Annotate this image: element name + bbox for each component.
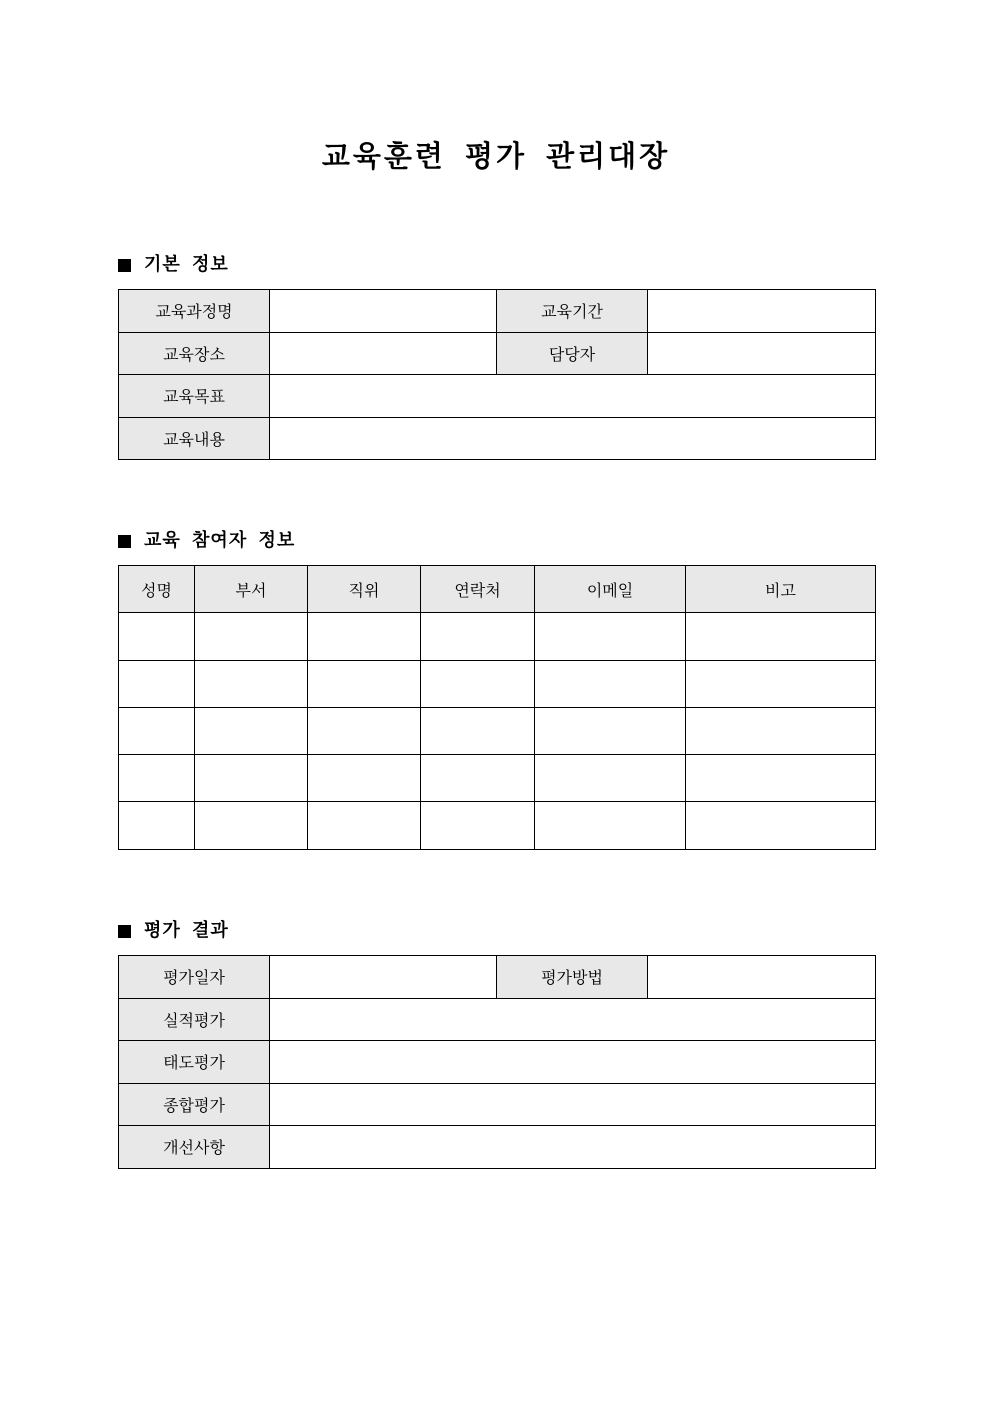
participant-cell[interactable] bbox=[119, 755, 195, 802]
label-course-goal: 교육목표 bbox=[119, 375, 270, 418]
table-row bbox=[119, 956, 876, 999]
participant-cell[interactable] bbox=[686, 613, 876, 660]
course-location-field[interactable] bbox=[270, 332, 497, 375]
participant-cell[interactable] bbox=[535, 802, 686, 849]
participant-cell[interactable] bbox=[421, 802, 535, 849]
participant-cell[interactable] bbox=[119, 802, 195, 849]
column-header-email: 이메일 bbox=[535, 566, 686, 613]
label-overall-evaluation: 종합평가 bbox=[119, 1083, 270, 1126]
label-course-period: 교육기간 bbox=[497, 290, 648, 333]
table-row bbox=[119, 660, 876, 707]
label-evaluation-method: 평가방법 bbox=[497, 956, 648, 999]
section-heading-basic bbox=[118, 253, 229, 277]
participant-cell[interactable] bbox=[195, 707, 308, 754]
table-row bbox=[119, 1083, 876, 1126]
participant-cell[interactable] bbox=[535, 755, 686, 802]
table-row bbox=[119, 755, 876, 802]
table-row bbox=[119, 417, 876, 460]
column-header-name: 성명 bbox=[119, 566, 195, 613]
label-course-content: 교육내용 bbox=[119, 417, 270, 460]
column-header-position: 직위 bbox=[308, 566, 421, 613]
section-heading-result bbox=[118, 919, 229, 943]
participants-table bbox=[118, 565, 876, 850]
table-row bbox=[119, 707, 876, 754]
participant-cell[interactable] bbox=[195, 660, 308, 707]
participant-cell[interactable] bbox=[686, 755, 876, 802]
column-header-contact: 연락처 bbox=[421, 566, 535, 613]
participant-cell[interactable] bbox=[535, 613, 686, 660]
participant-cell[interactable] bbox=[308, 802, 421, 849]
participant-cell[interactable] bbox=[686, 802, 876, 849]
label-attitude-evaluation: 태도평가 bbox=[119, 1041, 270, 1084]
table-row bbox=[119, 290, 876, 333]
evaluation-date-field[interactable] bbox=[270, 956, 497, 999]
square-bullet-icon bbox=[118, 259, 131, 272]
table-row bbox=[119, 375, 876, 418]
document-title: 교육훈련 평가 관리대장 bbox=[321, 139, 671, 173]
table-row bbox=[119, 1041, 876, 1084]
basic-info-table bbox=[118, 289, 876, 460]
participant-cell[interactable] bbox=[308, 755, 421, 802]
participant-cell[interactable] bbox=[308, 660, 421, 707]
participant-cell[interactable] bbox=[535, 660, 686, 707]
participant-cell[interactable] bbox=[421, 660, 535, 707]
overall-evaluation-field[interactable] bbox=[270, 1083, 876, 1126]
participant-cell[interactable] bbox=[686, 660, 876, 707]
table-row bbox=[119, 1126, 876, 1169]
table-row bbox=[119, 332, 876, 375]
course-period-field[interactable] bbox=[648, 290, 876, 333]
course-content-field[interactable] bbox=[270, 417, 876, 460]
participant-cell[interactable] bbox=[195, 613, 308, 660]
table-row bbox=[119, 802, 876, 849]
participant-cell[interactable] bbox=[421, 755, 535, 802]
participant-cell[interactable] bbox=[421, 613, 535, 660]
section-heading-result-text: 평가 결과 bbox=[144, 920, 229, 941]
participant-cell[interactable] bbox=[686, 707, 876, 754]
label-course-location: 교육장소 bbox=[119, 332, 270, 375]
table-header-row bbox=[119, 566, 876, 613]
participant-cell[interactable] bbox=[421, 707, 535, 754]
attitude-evaluation-field[interactable] bbox=[270, 1041, 876, 1084]
label-improvements: 개선사항 bbox=[119, 1126, 270, 1169]
participant-cell[interactable] bbox=[195, 755, 308, 802]
column-header-department: 부서 bbox=[195, 566, 308, 613]
participant-cell[interactable] bbox=[195, 802, 308, 849]
section-heading-participants bbox=[118, 529, 295, 553]
manager-field[interactable] bbox=[648, 332, 876, 375]
square-bullet-icon bbox=[118, 925, 131, 938]
table-row bbox=[119, 998, 876, 1041]
table-row bbox=[119, 613, 876, 660]
participant-cell[interactable] bbox=[308, 707, 421, 754]
label-manager: 담당자 bbox=[497, 332, 648, 375]
course-goal-field[interactable] bbox=[270, 375, 876, 418]
label-performance-evaluation: 실적평가 bbox=[119, 998, 270, 1041]
section-heading-participants-text: 교육 참여자 정보 bbox=[144, 530, 296, 551]
column-header-note: 비고 bbox=[686, 566, 876, 613]
section-heading-basic-text: 기본 정보 bbox=[144, 254, 229, 275]
participant-cell[interactable] bbox=[119, 613, 195, 660]
label-evaluation-date: 평가일자 bbox=[119, 956, 270, 999]
participant-cell[interactable] bbox=[535, 707, 686, 754]
participant-cell[interactable] bbox=[119, 660, 195, 707]
course-name-field[interactable] bbox=[270, 290, 497, 333]
evaluation-method-field[interactable] bbox=[648, 956, 876, 999]
evaluation-result-table bbox=[118, 955, 876, 1169]
square-bullet-icon bbox=[118, 535, 131, 548]
performance-evaluation-field[interactable] bbox=[270, 998, 876, 1041]
label-course-name: 교육과정명 bbox=[119, 290, 270, 333]
participant-cell[interactable] bbox=[308, 613, 421, 660]
participant-cell[interactable] bbox=[119, 707, 195, 754]
improvements-field[interactable] bbox=[270, 1126, 876, 1169]
